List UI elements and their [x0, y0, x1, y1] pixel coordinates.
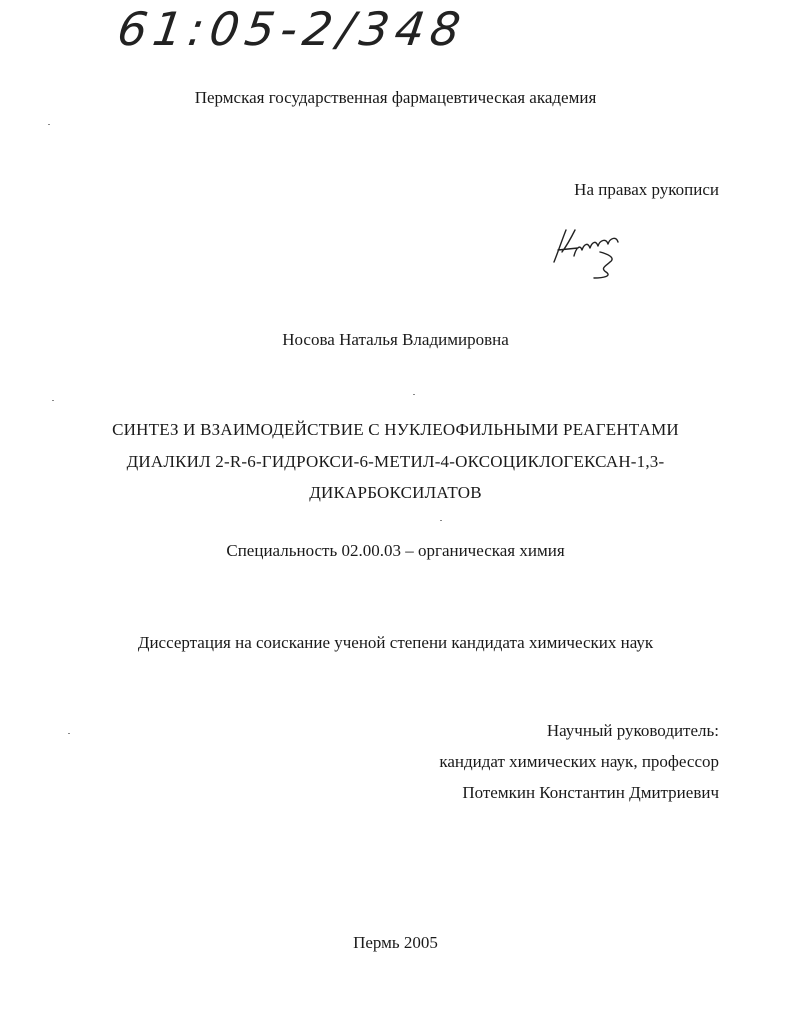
- title-line-3: ДИКАРБОКСИЛАТОВ: [309, 483, 482, 502]
- supervisor-label: Научный руководитель:: [546, 721, 719, 740]
- supervisor-name: Потемкин Константин Дмитриевич: [462, 783, 719, 802]
- manuscript-rights: На правах рукописи: [574, 180, 719, 199]
- author-signature: [548, 222, 628, 282]
- scan-speck: [413, 394, 415, 395]
- author-name: Носова Наталья Владимировна: [282, 330, 509, 349]
- degree-statement: Диссертация на соискание ученой степени кандидата химических наук: [137, 633, 654, 652]
- scan-speck: [48, 124, 50, 125]
- scan-speck: [68, 733, 70, 734]
- specialty: Специальность 02.00.03 – органическая химия: [226, 541, 565, 560]
- title-line-1: СИНТЕЗ И ВЗАИМОДЕЙСТВИЕ С НУКЛЕОФИЛЬНЫМИ РЕАГЕНТАМИ: [112, 420, 679, 439]
- place-and-year: Пермь 2005: [353, 933, 438, 952]
- scan-speck: [440, 520, 442, 521]
- academy-name: Пермская государственная фармацевтическая академия: [194, 88, 597, 107]
- scan-speck: [52, 400, 54, 401]
- supervisor-rank: кандидат химических наук, профессор: [439, 752, 719, 771]
- title-line-2: ДИАЛКИЛ 2-R-6-ГИДРОКСИ-6-МЕТИЛ-4-ОКСОЦИКЛОГЕКСАН-1,3-: [126, 452, 665, 471]
- archive-number-handwritten: 61:05-2/348: [114, 2, 470, 56]
